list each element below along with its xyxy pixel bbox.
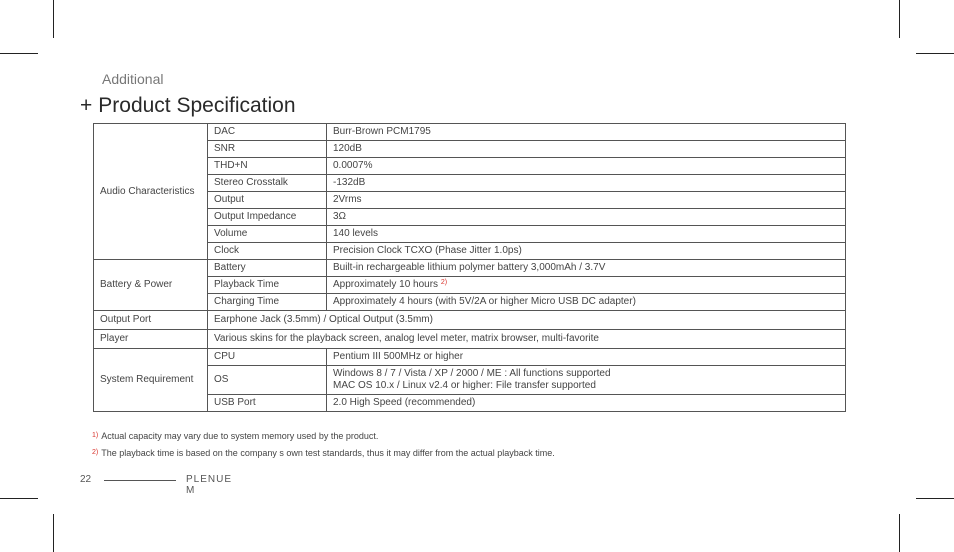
table-row — [94, 311, 846, 330]
spec-value-cell — [327, 277, 846, 294]
spec-value: -132dB — [327, 175, 846, 192]
spec-key: Charging Time — [208, 294, 327, 311]
page-title — [80, 94, 296, 118]
spec-value: 140 levels — [327, 226, 846, 243]
footnote — [92, 429, 555, 446]
footnote-text: The playback time is based on the company s own test standards, thus it may differ from the actual playback time. — [101, 448, 555, 458]
crop-mark — [53, 0, 54, 38]
spec-value-cell — [327, 366, 846, 395]
group-battery: Battery & Power — [94, 260, 208, 311]
table-row — [94, 124, 846, 141]
spec-key: Volume — [208, 226, 327, 243]
spec-value-line: MAC OS 10.x / Linux v2.4 or higher: File transfer supported — [333, 380, 596, 391]
spec-key: Battery — [208, 260, 327, 277]
spec-key: Playback Time — [208, 277, 327, 294]
table-row — [94, 349, 846, 366]
title-text: Product Specification — [98, 94, 296, 117]
spec-key: THD+N — [208, 158, 327, 175]
spec-value: 0.0007% — [327, 158, 846, 175]
spec-key: CPU — [208, 349, 327, 366]
group-system: System Requirement — [94, 349, 208, 412]
spec-value: Built-in rechargeable lithium polymer battery 3,000mAh / 3.7V — [327, 260, 846, 277]
spec-key: USB Port — [208, 395, 327, 412]
spec-key: Output Impedance — [208, 209, 327, 226]
spec-value: Pentium III 500MHz or higher — [327, 349, 846, 366]
footnotes — [92, 429, 555, 463]
footnote — [92, 446, 555, 463]
spec-key: Stereo Crosstalk — [208, 175, 327, 192]
footnote-text: Actual capacity may vary due to system memory used by the product. — [101, 431, 379, 441]
spec-value: 2.0 High Speed (recommended) — [327, 395, 846, 412]
spec-key: SNR — [208, 141, 327, 158]
crop-mark — [916, 53, 954, 54]
crop-mark — [53, 514, 54, 552]
spec-value: Various skins for the playback screen, analog level meter, matrix browser, multi-favorite — [208, 330, 846, 349]
spec-key: Output — [208, 192, 327, 209]
crop-mark — [899, 514, 900, 552]
spec-value: Precision Clock TCXO (Phase Jitter 1.0ps) — [327, 243, 846, 260]
page-number: 22 — [80, 474, 92, 485]
crop-mark — [0, 498, 38, 499]
brand-name: PLENUE M — [186, 474, 233, 496]
spec-value: Earphone Jack (3.5mm) / Optical Output (3.5mm) — [208, 311, 846, 330]
section-label: Additional — [102, 71, 164, 87]
spec-value: 120dB — [327, 141, 846, 158]
table-row — [94, 330, 846, 349]
crop-mark — [0, 53, 38, 54]
spec-table — [93, 123, 846, 412]
spec-key: OS — [208, 366, 327, 395]
footnote-ref: 2) — [440, 279, 448, 286]
crop-mark — [916, 498, 954, 499]
footnote-mark: 2) — [92, 449, 99, 456]
title-plus-mark: + — [80, 94, 93, 117]
crop-mark — [899, 0, 900, 38]
group-audio: Audio Characteristics — [94, 124, 208, 260]
spec-value: Approximately 10 hours — [333, 279, 439, 290]
footnote-mark: 1) — [92, 432, 99, 439]
table-row — [94, 260, 846, 277]
spec-value-line: Windows 8 / 7 / Vista / XP / 2000 / ME : All functions supported — [333, 368, 611, 379]
spec-value: Burr-Brown PCM1795 — [327, 124, 846, 141]
spec-key: Clock — [208, 243, 327, 260]
footer-divider — [104, 480, 176, 481]
spec-value: 3Ω — [327, 209, 846, 226]
spec-key: DAC — [208, 124, 327, 141]
group-output-port: Output Port — [94, 311, 208, 330]
spec-value: 2Vrms — [327, 192, 846, 209]
spec-value: Approximately 4 hours (with 5V/2A or higher Micro USB DC adapter) — [327, 294, 846, 311]
group-player: Player — [94, 330, 208, 349]
